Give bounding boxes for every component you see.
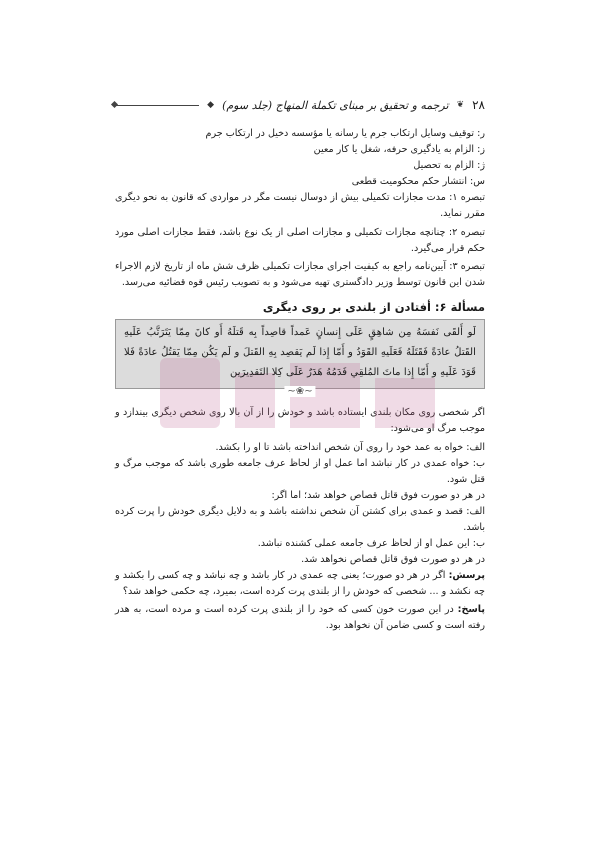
diamond-ornament-icon: ◆ [207, 100, 215, 110]
list-item-zh: ژ: الزام به تحصیل [413, 160, 485, 171]
flourish-ornament-icon: ~❀~ [284, 386, 315, 397]
paragraph-case-b: ب: خواه عمدی در کار نباشد اما عمل او از لحاظ عرف جامعه طوری باشد که موجب مرگ و قتل شود. [115, 457, 485, 485]
section-heading: مسألة ۶: أفتادن از بلندی بر روی دیگری [262, 300, 485, 314]
answer-label: پاسخ: [457, 604, 485, 615]
note-1: تبصره ۱: مدت مجازات تکمیلی بیش از دوسال نیست مگر در مواردی که قانون به نحو دیگری مقرر نماید. [115, 192, 485, 219]
running-header [115, 96, 485, 114]
page-number: ۲۸ [472, 98, 485, 112]
arabic-quote-text: لَو أَلقَى نَفسَهُ مِن شاهِقٍ عَلَى إِنسانٍ عَمداً قاصِداً بِه قَتلَهُ أَو كانَ مِمّا يَتَرَتَّبُ عَلَيهِ القَتلُ عادَةً فَقَتَلَهُ فَعَلَيهِ القَوَدُ و أَمّا إِذا لَم يَقصِد بِهِ القَتلَ و لَم يَكُن مِمّا يَقتُلُ عادَةً فَلا قَوَدَ عَلَيهِ و أَمّا إِذا ماتَ المُلقِي فَدَمُهُ هَدَرٌ عَلَى كِلا التَقدِيرَين [124, 327, 476, 378]
list-item-s: س: انتشار حکم محکومیت قطعی [351, 176, 485, 187]
answer-paragraph [115, 602, 485, 634]
book-title: ترجمه و تحقیق بر مبنای تکملة المنهاج (جلد سوم) [222, 98, 449, 112]
question-paragraph [115, 568, 485, 600]
paragraph-case-a: الف: خواه به عمد خود را روی آن شخص انداخته باشد تا او را بکشد. [215, 441, 485, 453]
text-block [115, 126, 485, 637]
paragraph-case-b2: ب: این عمل او از لحاظ عرف جامعه عملی کشنده نباشد. [257, 537, 485, 549]
header-rule [115, 105, 199, 106]
arabic-quote-box [115, 319, 485, 397]
question-label: پرسش: [448, 569, 485, 581]
note-2: تبصره ۲: چنانچه مجازات تکمیلی و مجازات اصلی از یک نوع باشد، فقط مجازات اصلی مورد حکم قرار می‌گیرد. [115, 226, 485, 254]
note-3: تبصره ۳: آیین‌نامه راجع به کیفیت اجرای مجازات تکمیلی ظرف شش ماه از تاریخ لازم الاجراء شدن این قانون توسط وزیر دادگستری تهیه می‌شود و به تصویب رئیس قوه قضائیه می‌رسد. [115, 261, 485, 288]
list-item-z: ز: الزام به یادگیری حرفه، شغل یا کار معین [313, 144, 485, 155]
answer-text: در این صورت خون کسی که خود را از بلندی پرت کرده است و مرده است، به هدر رفته است و کسی ضامن آن نخواهد بود. [115, 604, 485, 631]
paragraph-intro: اگر شخصی روی مکان بلندی ایستاده باشد و خودش را از آن بالا روی شخص دیگری بیندازد و موجب مرگ او می‌شود: [115, 407, 485, 434]
paragraph-ruling-2: در هر دو صورت فوق قاتل قصاص نخواهد شد. [301, 553, 485, 565]
ornament-icon: ❦ [456, 100, 465, 110]
paragraph-ruling-1: در هر دو صورت فوق قاتل قصاص خواهد شد؛ اما اگر: [271, 489, 485, 501]
question-text: اگر در هر دو صورت؛ یعنی چه عمدی در کار باشد و چه نباشد و چه کسی را بکشد و چه نکشد و ... شخصی که خودش را از بلندی پرت کرده است، بمیرد، چه حکمی خواهد شد؟ [115, 569, 485, 597]
paragraph-case-a2: الف: قصد و عمدی برای کشتن آن شخص نداشته باشد و به دلایل دیگری خودش را پرت کرده باشد. [115, 505, 485, 533]
list-item-r: ر: توقیف وسایل ارتکاب جرم یا رسانه یا مؤسسه دخیل در ارتکاب جرم [205, 128, 485, 139]
